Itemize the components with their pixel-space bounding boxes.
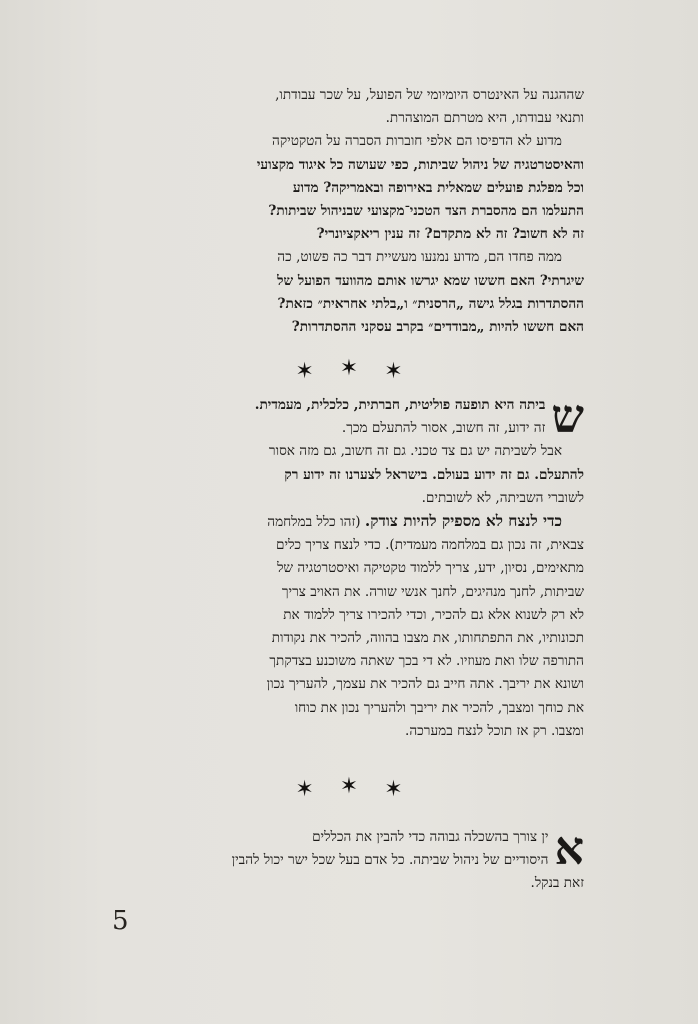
- text-line: ין צורך בהשכלה גבוהה כדי להבין את הכללים: [312, 829, 549, 845]
- text-line: ומצבו. רק אז תוכל לנצח במערכה.: [405, 722, 584, 739]
- drop-cap: ש: [551, 389, 584, 443]
- text-line: אבל לשביתה יש גם צד טכני. גם זה חשוב, גם מזה אסור: [268, 443, 562, 460]
- star-icon: ✶: [295, 359, 314, 384]
- text-line: והאיסטרטגיה של ניהול שביתות, כפי שעושה כל איגוד מקצועי: [256, 156, 584, 173]
- text-line: תכונותיו, את התפתחותו, את מצבו בהווה, להכיר את נקודות: [271, 630, 584, 647]
- text-line: זה ידוע, זה חשוב, אסור להתעלם מכך.: [341, 420, 546, 437]
- paragraph-2: [112, 130, 584, 246]
- text-line: צבאית, זה נכון גם במלחמה מעמדית). כדי לנצח צריך כלים: [276, 537, 584, 554]
- drop-cap: א: [554, 821, 584, 875]
- text-line: (זהו כלל במלחמה: [267, 514, 365, 531]
- star-icon: ✶: [339, 774, 359, 799]
- paragraph-3: [112, 246, 584, 339]
- text-line: מדוע לא הדפיסו הם אלפי חוברות הסברה על הטקטיקה: [272, 133, 562, 150]
- text-line: מתאימים, נסיון, ידע, צריך ללמוד טקטיקה ואיסטרטגיה של: [277, 560, 584, 577]
- text-line: לא רק לשנוא אלא גם להכיר, וכדי להכירו צריך ללמוד את: [283, 606, 584, 623]
- text-line: התעלמו הם מהסברת הצד הטכני־מקצועי שבניהול שביתות?: [268, 203, 584, 220]
- text-line: ביתה היא תופעה פוליטית, חברתית, כלכלית, מעמדית.: [254, 397, 546, 413]
- text-line: וכל מפלגת פועלים שמאלית באירופה ובאמריקה? מדוע: [292, 179, 584, 196]
- section-2-text: [112, 389, 584, 743]
- emphasized-lead: כדי לנצח לא מספיק להיות צודק.: [364, 512, 562, 531]
- text-line: זה לא חשוב? זה לא מתקדם? זה ענין ריאקציונרי?: [316, 226, 584, 243]
- star-icon: ✶: [384, 359, 403, 384]
- text-line: שביתות, לחנך מנהיגים, לחנך אנשי שורה. את האויב צריך: [281, 583, 584, 600]
- paragraph-1: [112, 821, 584, 896]
- page-number: 5: [112, 906, 129, 936]
- text-line: התורפה שלו ואת מעוזיו. לא די בכך שאתה משוכנע בצדקתך: [269, 653, 584, 670]
- text-line: ההסתדרות בגלל גישה „הרסנית״ ו„בלתי אחראית״ כזאת?: [277, 295, 584, 312]
- text-line: את כוחך ומצבך, להכיר את יריבך ולהעריך נכון את כוחו: [294, 699, 584, 716]
- text-line: שההגנה על האינטרס היומיומי של הפועל, על שכר עבודתו,: [275, 87, 584, 103]
- section-1-text: [112, 84, 584, 339]
- text-line: ושונא את יריבך. אתה חייב גם להכיר את עצמך, להעריך נכון: [266, 676, 584, 693]
- star-icon: ✶: [295, 777, 314, 802]
- paragraph-3: [112, 510, 584, 743]
- section-3-text: [112, 821, 584, 896]
- paragraph-2: [112, 440, 584, 510]
- text-line: זאת בנקל.: [530, 875, 584, 892]
- star-icon: ✶: [384, 777, 403, 802]
- star-icon: ✶: [339, 356, 359, 381]
- text-line: ותנאי עבודתו, היא מטרתם המוצהרת.: [385, 110, 584, 127]
- text-line: להתעלם. גם זה ידוע בעולם. בישראל לצערנו זה ידוע רק: [284, 466, 584, 483]
- paragraph-1: [112, 84, 584, 130]
- text-line: היסודיים של ניהול שביתה. כל אדם בעל שכל ישר יכול להבין: [231, 852, 549, 869]
- section-separator: [0, 356, 698, 384]
- text-line: שיגרתי? האם חששו שמא יגרשו אותם מהוועד הפועל של: [277, 272, 584, 289]
- text-line: ממה פחדו הם, מדוע נמנעו מעשיית דבר כה פשוט, כה: [277, 249, 562, 266]
- paragraph-1: [112, 389, 584, 443]
- text-line: האם חששו להיות „מבודדים״ בקרב עסקני ההסתדרות?: [291, 319, 584, 336]
- section-separator: [0, 774, 698, 802]
- text-line: לשוברי השביתה, לא לשובתים.: [421, 489, 584, 506]
